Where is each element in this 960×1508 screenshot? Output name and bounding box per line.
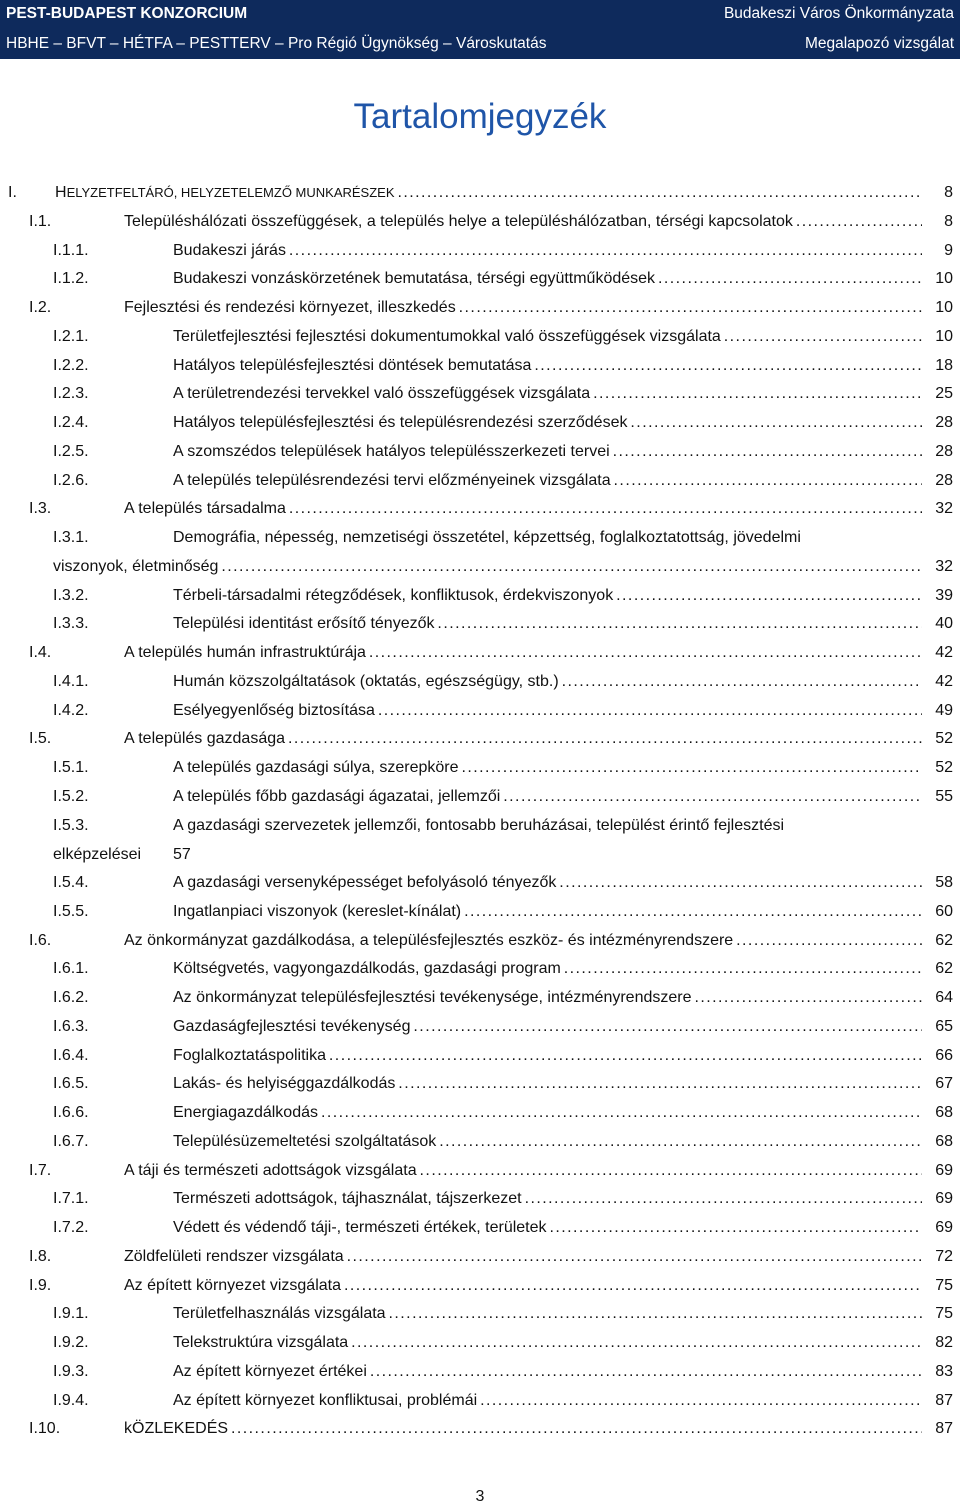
toc-title-line-1: Demográfia, népesség, nemzetiségi összetétel, képzettség, foglalkoztatottság, jövedelmi — [173, 529, 801, 546]
toc-number: I.6.5. — [53, 1075, 89, 1093]
toc-page: 40 — [935, 615, 953, 633]
toc-number: I.7. — [29, 1161, 52, 1179]
toc-entry[interactable] — [0, 898, 960, 927]
toc-number: I.2.6. — [53, 471, 89, 489]
toc-page: 69 — [935, 1190, 953, 1208]
toc-number: I.6. — [29, 931, 52, 949]
toc-page: 69 — [935, 1161, 953, 1179]
toc-page: 8 — [944, 212, 953, 230]
toc-title: Telekstruktúra vizsgálata . . . — [173, 1333, 922, 1353]
toc-entry[interactable] — [0, 984, 960, 1013]
toc-entry[interactable] — [0, 1243, 960, 1272]
toc-entry[interactable] — [0, 208, 960, 237]
toc-number: I.7.2. — [53, 1219, 89, 1236]
toc-number: I.2.4. — [53, 414, 89, 431]
toc-page: 72 — [935, 1247, 953, 1265]
toc-page: 28 — [935, 414, 953, 431]
toc-entry[interactable] — [0, 927, 960, 956]
toc-number: I.4. — [29, 644, 52, 661]
toc-number: I.6.3. — [53, 1017, 89, 1035]
toc-entry[interactable] — [0, 1300, 960, 1329]
toc-number: I.1. — [29, 212, 52, 230]
toc-entry[interactable] — [0, 754, 960, 783]
toc-number: I.5.2. — [53, 787, 89, 805]
toc-page: 62 — [935, 960, 953, 978]
toc-title: Területfelhasználás vizsgálata . . . — [173, 1304, 922, 1324]
toc-entry[interactable] — [0, 1042, 960, 1071]
toc-title: Hatályos településfejlesztési és településrendezési szerződések . . . — [173, 413, 922, 433]
toc-number: I.5. — [29, 730, 52, 748]
toc-title: Budakeszi járás . . . — [173, 241, 922, 261]
toc-number: I.6.7. — [53, 1132, 89, 1150]
toc-title: A település humán infrastruktúrája . . . — [124, 643, 922, 663]
toc-title: Települési identitást erősítő tényezők . . . — [173, 614, 922, 634]
toc-entry[interactable] — [0, 265, 960, 294]
toc-entry[interactable] — [0, 582, 960, 611]
toc-title: Gazdaságfejlesztési tevékenység . . . — [173, 1017, 922, 1037]
toc-page: 75 — [935, 1276, 953, 1294]
toc-entry[interactable] — [0, 1013, 960, 1042]
toc-entry[interactable] — [0, 409, 960, 438]
toc-page: 10 — [935, 299, 953, 316]
toc-number: I.10. — [29, 1420, 61, 1438]
toc-page: 87 — [935, 1391, 953, 1409]
toc-title: A település gazdasági súlya, szerepköre . . . — [173, 758, 922, 778]
toc-number: I.8. — [29, 1247, 52, 1265]
toc-entry[interactable] — [0, 1099, 960, 1128]
toc-title: Az épített környezet vizsgálata . . . — [124, 1276, 922, 1296]
toc-page: 68 — [935, 1132, 953, 1150]
toc-entry[interactable] — [0, 380, 960, 409]
toc-entry[interactable] — [0, 1358, 960, 1387]
toc-title: Településhálózati összefüggések, a település helye a településhálózatban, térségi kapcsolatok . . . — [124, 212, 922, 232]
toc-page: 10 — [935, 270, 953, 288]
toc-number: I.2.1. — [53, 327, 89, 345]
toc-title-line-2: viszonyok, életminőség . . . — [53, 557, 922, 577]
header-bottom-bar — [0, 30, 960, 59]
toc-number: I.2.5. — [53, 442, 89, 460]
toc-entry[interactable] — [0, 524, 960, 582]
toc-number: I.5.1. — [53, 759, 89, 776]
toc-number: I.2.2. — [53, 356, 89, 374]
toc-number: I.7.1. — [53, 1190, 89, 1208]
toc-entry[interactable] — [0, 697, 960, 726]
toc-number: I.4.2. — [53, 701, 89, 719]
toc-entry[interactable] — [0, 495, 960, 524]
toc-title: Az önkormányzat gazdálkodása, a településfejlesztés eszköz- és intézményrendszere . . . — [124, 931, 922, 951]
toc-title: Humán közszolgáltatások (oktatás, egészségügy, stb.) . . . — [173, 672, 922, 692]
toc-page: 42 — [935, 644, 953, 661]
toc-title: Költségvetés, vagyongazdálkodás, gazdasági program . . . — [173, 959, 922, 979]
toc-number: I.9.1. — [53, 1305, 89, 1323]
toc-page: 55 — [935, 787, 953, 805]
toc-page: 8 — [944, 184, 953, 201]
toc-page: 66 — [935, 1046, 953, 1064]
page-number: 3 — [475, 1488, 485, 1505]
toc-number: I.6.2. — [53, 989, 89, 1006]
toc-title: A területrendezési tervekkel való összefüggések vizsgálata . . . — [173, 384, 922, 404]
toc-number: I.6.4. — [53, 1046, 89, 1064]
toc-number: I.5.4. — [53, 874, 89, 891]
toc-page: 9 — [944, 241, 953, 259]
header-client: Budakeszi Város Önkormányzata — [723, 5, 954, 22]
toc-entry[interactable] — [0, 783, 960, 812]
toc-page: 42 — [935, 672, 953, 690]
toc-title: Településüzemeltetési szolgáltatások . . . — [173, 1132, 922, 1152]
toc-entry[interactable] — [0, 955, 960, 984]
toc-number: I.5.5. — [53, 902, 89, 920]
toc-page: 10 — [935, 327, 953, 345]
toc-number: I.3.2. — [53, 586, 89, 604]
header-partners: HBHE – BFVT – HÉTFA – PESTTERV – Pro Régió Ügynökség – Városkutatás — [6, 35, 547, 52]
toc-title: Területfejlesztési fejlesztési dokumentumokkal való összefüggések vizsgálata . . . — [173, 327, 922, 347]
header-top-bar — [0, 0, 960, 30]
toc-page: 68 — [935, 1104, 953, 1121]
page-title: Tartalomjegyzék — [353, 97, 607, 136]
toc-title: Védett és védendő táji-, természeti értékek, területek . . . — [173, 1218, 922, 1238]
toc-entry[interactable] — [0, 1214, 960, 1243]
toc-entry[interactable] — [0, 610, 960, 639]
toc-title: A szomszédos települések hatályos településszerkezeti tervei . . . — [173, 442, 922, 462]
header-org: PEST-BUDAPEST KONZORCIUM — [6, 5, 248, 22]
toc-title: A település főbb gazdasági ágazatai, jellemzői . . . — [173, 787, 922, 807]
toc-title: Az önkormányzat településfejlesztési tevékenysége, intézményrendszere . . . — [173, 988, 922, 1008]
toc-number: I.2.3. — [53, 385, 89, 403]
toc-title: Az épített környezet értékei . . . — [173, 1362, 922, 1382]
toc-title: A gazdasági versenyképességet befolyásoló tényezők . . . — [173, 873, 922, 893]
toc-title: A település társadalma . . . — [124, 499, 922, 519]
toc-page: 32 — [935, 500, 953, 518]
toc-page: 87 — [935, 1420, 953, 1438]
toc-page: 32 — [935, 558, 953, 575]
toc-page: 83 — [935, 1362, 953, 1380]
toc-number: I.3.1. — [53, 529, 89, 546]
toc-title: kÖZLEKEDÉS . . . — [124, 1419, 922, 1439]
toc-page: 58 — [935, 874, 953, 891]
toc-entry[interactable] — [0, 1157, 960, 1186]
toc-page: 18 — [935, 356, 953, 374]
toc-title: Hatályos településfejlesztési döntések bemutatása . . . — [173, 356, 922, 376]
toc-entry[interactable] — [0, 1415, 960, 1444]
toc-number: I.9.2. — [53, 1334, 89, 1351]
toc-page: 75 — [935, 1305, 953, 1323]
toc-title: Természeti adottságok, tájhasználat, tájszerkezet . . . — [173, 1189, 922, 1209]
toc-number: I.3.3. — [53, 615, 89, 633]
toc-number: I.4.1. — [53, 672, 89, 690]
toc-title: Foglalkoztatáspolitika . . . — [173, 1046, 922, 1066]
toc-number: I.9.4. — [53, 1391, 89, 1409]
table-of-contents — [0, 179, 960, 1444]
toc-title-line-2: elképzelései — [53, 845, 142, 863]
toc-title: A település településrendezési tervi előzményeinek vizsgálata . . . — [173, 471, 922, 491]
toc-page: 52 — [935, 759, 953, 776]
toc-entry[interactable] — [0, 352, 960, 381]
toc-page: 28 — [935, 471, 953, 489]
toc-entry[interactable] — [0, 869, 960, 898]
toc-title: Az épített környezet konfliktusai, problémái . . . — [173, 1391, 922, 1411]
toc-page: 60 — [935, 902, 953, 920]
toc-page: 82 — [935, 1334, 953, 1351]
toc-entry[interactable] — [0, 323, 960, 352]
toc-title: Budakeszi vonzáskörzetének bemutatása, térségi együttműködések . . . — [173, 269, 922, 289]
toc-number: I.1.2. — [53, 270, 89, 288]
toc-page: 39 — [935, 586, 953, 604]
toc-title-line-1: A gazdasági szervezetek jellemzői, fontosabb beruházásai, települést érintő fejlesztési — [173, 816, 785, 834]
toc-title: A település gazdasága . . . — [124, 729, 922, 749]
header-doc-type: Megalapozó vizsgálat — [804, 35, 954, 52]
toc-page: 25 — [935, 385, 953, 403]
toc-entry[interactable] — [0, 1185, 960, 1214]
toc-page: 49 — [935, 701, 953, 719]
toc-title: Fejlesztési és rendezési környezet, illeszkedés . . . — [124, 298, 922, 318]
toc-page: 67 — [935, 1075, 953, 1093]
toc-entry[interactable] — [0, 1329, 960, 1358]
toc-entry[interactable] — [0, 668, 960, 697]
toc-entry[interactable] — [0, 1128, 960, 1157]
toc-entry[interactable] — [0, 725, 960, 754]
toc-title: A táji és természeti adottságok vizsgálata . . . — [124, 1161, 922, 1181]
toc-number: I.9. — [29, 1276, 52, 1294]
toc-entry[interactable] — [0, 812, 960, 870]
toc-title: HELYZETFELTÁRÓ, HELYZETELEMZŐ MUNKARÉSZEK . . . — [55, 183, 922, 203]
toc-entry[interactable] — [0, 294, 960, 323]
toc-entry[interactable] — [0, 639, 960, 668]
toc-title: Esélyegyenlőség biztosítása . . . — [173, 701, 922, 721]
toc-title: Ingatlanpiaci viszonyok (kereslet-kínálat) . . . — [173, 902, 922, 922]
toc-number: I.9.3. — [53, 1362, 89, 1380]
toc-number: I.3. — [29, 500, 52, 518]
toc-page: 65 — [935, 1017, 953, 1035]
toc-number: I.6.1. — [53, 960, 89, 978]
toc-number: I.5.3. — [53, 816, 89, 834]
toc-entry[interactable] — [0, 1272, 960, 1301]
toc-title: Energiagazdálkodás . . . — [173, 1103, 922, 1123]
toc-entry[interactable] — [0, 1387, 960, 1416]
toc-number: I.2. — [29, 299, 52, 316]
toc-entry[interactable] — [0, 179, 960, 208]
toc-page: 64 — [935, 989, 953, 1006]
toc-entry[interactable] — [0, 237, 960, 266]
toc-number: I.1.1. — [53, 241, 89, 259]
toc-title: Lakás- és helyiséggazdálkodás . . . — [173, 1074, 922, 1094]
toc-page: 69 — [935, 1219, 953, 1236]
toc-page: 57 — [173, 845, 191, 863]
toc-page: 62 — [935, 931, 953, 949]
toc-entry[interactable] — [0, 1070, 960, 1099]
toc-title: Térbeli-társadalmi rétegződések, konfliktusok, érdekviszonyok . . . — [173, 586, 922, 606]
toc-number: I.6.6. — [53, 1104, 89, 1121]
toc-entry[interactable] — [0, 467, 960, 496]
toc-page: 52 — [935, 730, 953, 748]
toc-page: 28 — [935, 442, 953, 460]
toc-entry[interactable] — [0, 438, 960, 467]
toc-title: Zöldfelületi rendszer vizsgálata . . . — [124, 1247, 922, 1267]
toc-number: I. — [8, 184, 17, 201]
